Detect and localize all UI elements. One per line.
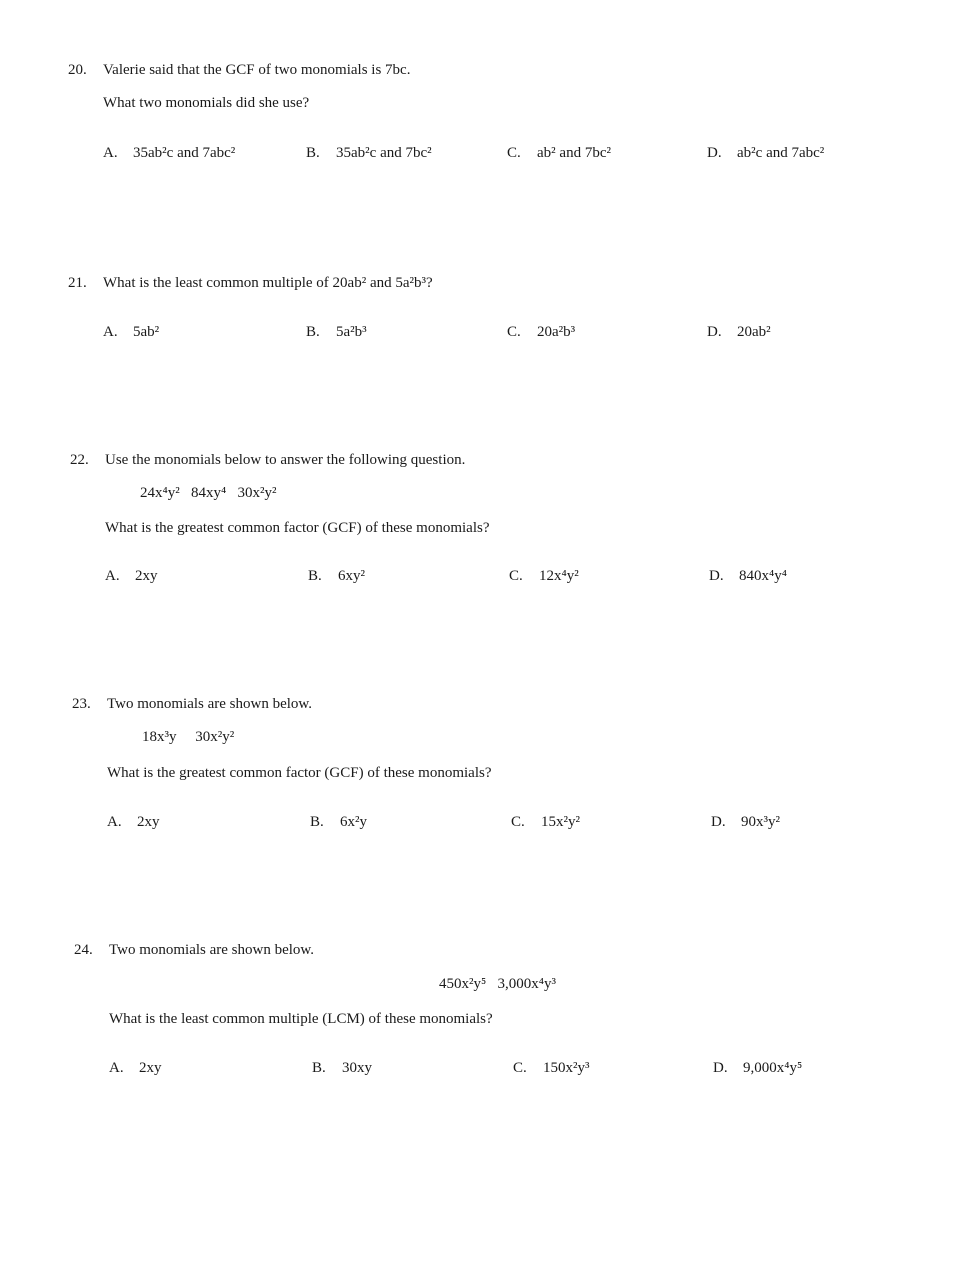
question-number: 22. — [70, 452, 89, 468]
question-prompt: What is the greatest common factor (GCF) of these monomials? — [107, 765, 492, 781]
option-c[interactable]: C. ab² and 7bc² — [507, 145, 611, 161]
question-number: 20. — [68, 62, 87, 78]
question-prompt: What two monomials did she use? — [103, 95, 310, 111]
option-c[interactable]: C. 150x²y³ — [513, 1060, 590, 1076]
question-number: 24. — [74, 942, 93, 958]
option-d[interactable]: D. ab²c and 7abc² — [707, 145, 825, 161]
option-b[interactable]: B. 6xy² — [308, 568, 365, 584]
question-stem: Two monomials are shown below. — [107, 696, 313, 712]
option-c[interactable]: C. 12x⁴y² — [509, 568, 579, 584]
question-stem: Valerie said that the GCF of two monomials is 7bc. — [103, 62, 411, 78]
question-stem: Use the monomials below to answer the following question. — [105, 452, 466, 468]
option-d[interactable]: D. 90x³y² — [711, 814, 780, 830]
monomial-list: 450x²y⁵ 3,000x⁴y³ — [439, 976, 556, 992]
question-number: 23. — [72, 696, 91, 712]
option-a[interactable]: A. 2xy — [105, 568, 158, 584]
option-d[interactable]: D. 20ab² — [707, 324, 771, 340]
option-d[interactable]: D. 840x⁴y⁴ — [709, 568, 787, 584]
option-a[interactable]: A. 5ab² — [103, 324, 160, 340]
option-d[interactable]: D. 9,000x⁴y⁵ — [713, 1060, 803, 1076]
question-stem: What is the least common multiple of 20ab² and 5a²b³? — [103, 275, 433, 291]
option-b[interactable]: B. 6x²y — [310, 814, 367, 830]
monomial-list: 24x⁴y² 84xy⁴ 30x²y² — [140, 485, 277, 501]
question-prompt: What is the greatest common factor (GCF) of these monomials? — [105, 520, 490, 536]
question-prompt: What is the least common multiple (LCM) of these monomials? — [109, 1011, 493, 1027]
option-c[interactable]: C. 20a²b³ — [507, 324, 576, 340]
option-c[interactable]: C. 15x²y² — [511, 814, 580, 830]
option-a[interactable]: A. 35ab²c and 7abc² — [103, 145, 236, 161]
option-a[interactable]: A. 2xy — [107, 814, 160, 830]
option-b[interactable]: B. 35ab²c and 7bc² — [306, 145, 432, 161]
question-stem: Two monomials are shown below. — [109, 942, 315, 958]
option-b[interactable]: B. 30xy — [312, 1060, 372, 1076]
option-b[interactable]: B. 5a²b³ — [306, 324, 367, 340]
question-number: 21. — [68, 275, 87, 291]
monomial-list: 18x³y 30x²y² — [142, 729, 235, 745]
option-a[interactable]: A. 2xy — [109, 1060, 162, 1076]
